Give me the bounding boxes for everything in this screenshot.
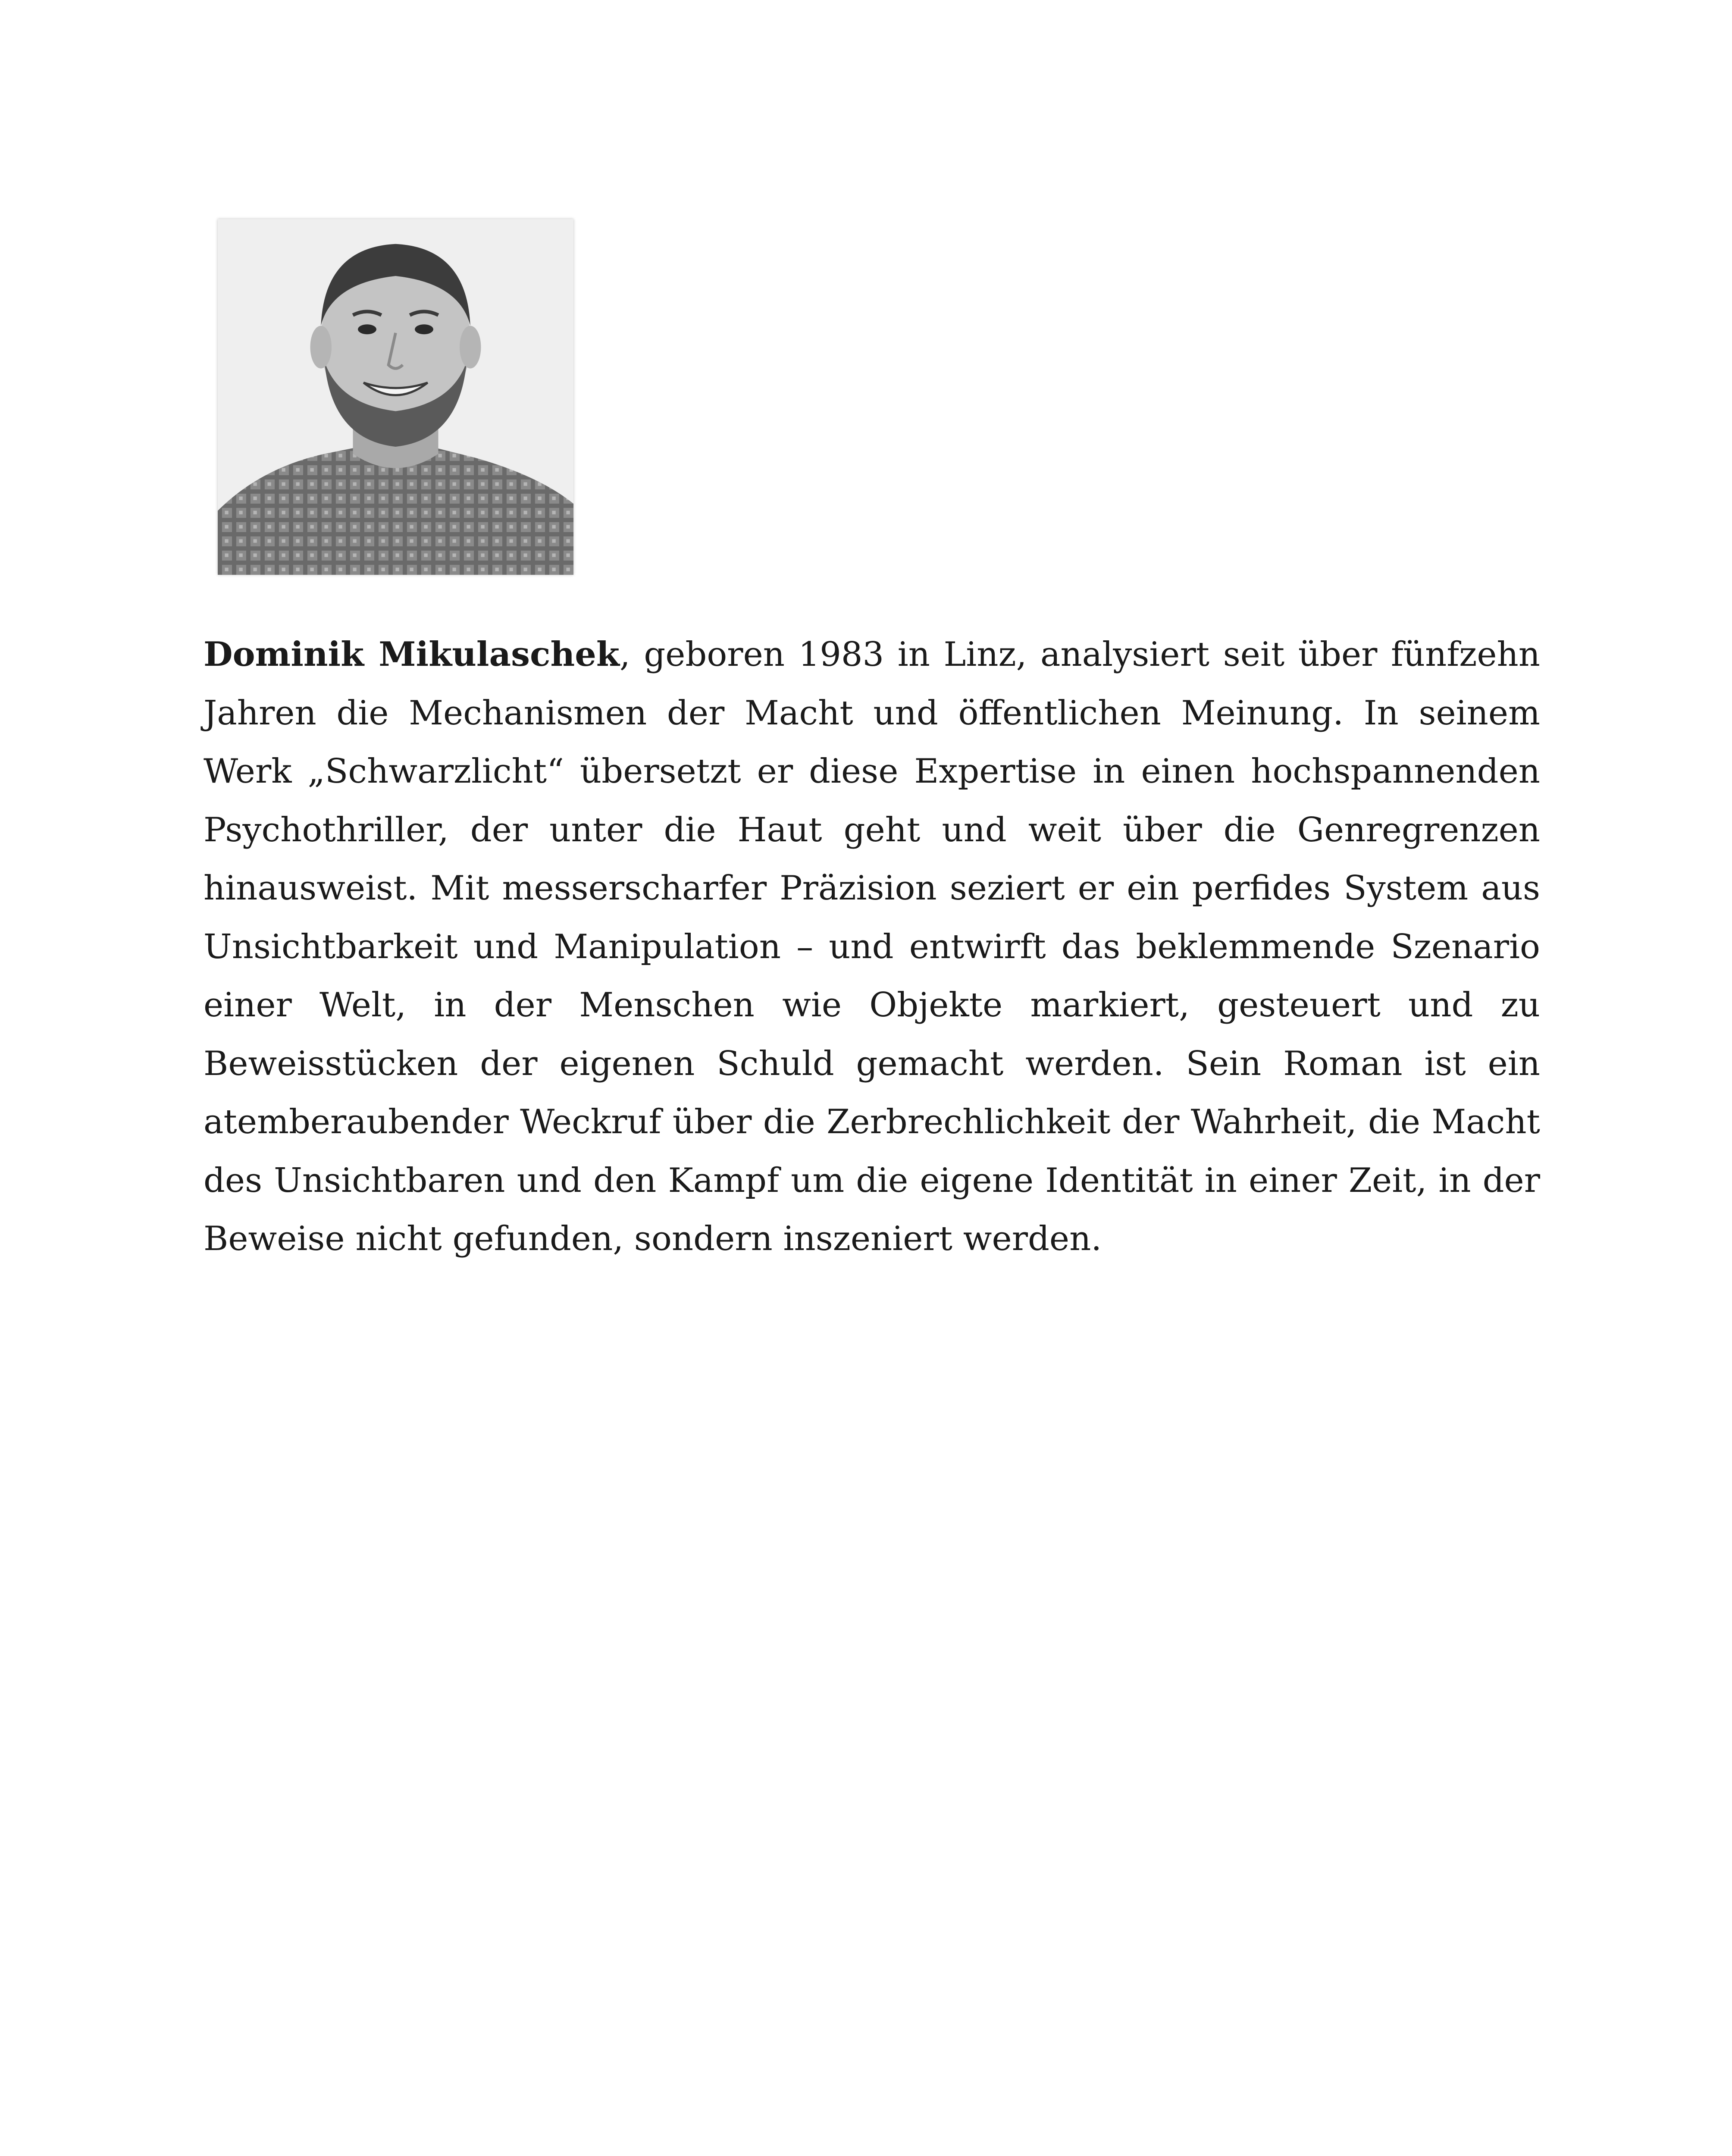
author-bio-paragraph	[204, 625, 1540, 1269]
author-portrait-illustration	[218, 219, 573, 575]
author-name: Dominik Mikulaschek	[204, 635, 620, 674]
author-photo	[218, 219, 573, 575]
author-bio-text: , geboren 1983 in Linz, analysiert seit über fünfzehn Jahren die Mechanismen der Macht und öffentlichen Meinung. In seinem Werk „Schwarzlicht“ übersetzt er diese Expertise in einen hochspannenden Psychothriller, der unter die Haut geht und weit über die Genregrenzen hinausweist. Mit messerscharfer Präzision seziert er ein perfides System aus Unsichtbarkeit und Manipulation – und entwirft das beklemmende Szenario einer Welt, in der Menschen wie Objekte markiert, gesteuert und zu Beweisstücken der eigenen Schuld gemacht werden. Sein Roman ist ein atemberaubender Weckruf über die Zerbrechlichkeit der Wahrheit, die Macht des Unsichtbaren und den Kampf um die eigene Identität in einer Zeit, in der Beweise nicht gefunden, sondern inszeniert werden.	[204, 635, 1540, 1258]
